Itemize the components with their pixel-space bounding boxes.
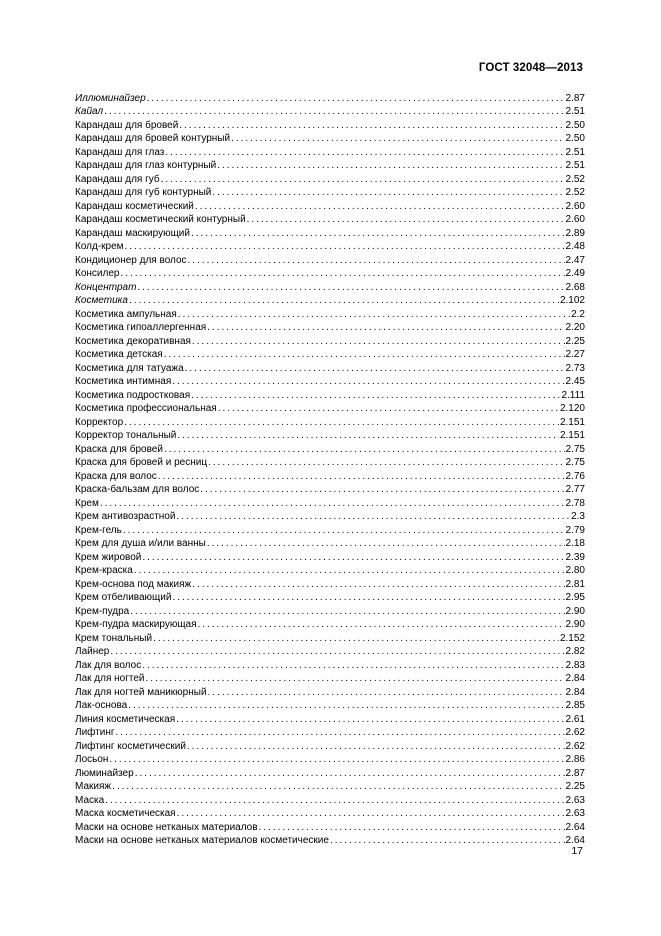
index-reference: 2.27 [565, 349, 585, 360]
index-entry [75, 321, 585, 335]
dot-leader [120, 268, 564, 280]
index-reference: 2.84 [565, 686, 585, 698]
index-term: Маска [75, 794, 105, 806]
dot-leader [125, 241, 565, 253]
dot-leader [185, 363, 565, 375]
index-term: Лак для ногтей [75, 673, 145, 684]
dot-leader [164, 444, 565, 456]
index-reference: 2.152 [559, 632, 585, 644]
index-entry [75, 105, 585, 119]
document-header: ГОСТ 32048—2013 [478, 62, 583, 74]
index-entry [75, 253, 585, 267]
index-entry [75, 739, 585, 753]
index-entry [75, 550, 585, 564]
index-reference: 2.25 [565, 335, 585, 347]
index-entry [75, 483, 585, 497]
index-reference: 2.51 [565, 106, 585, 117]
index-reference: 2.20 [565, 322, 585, 333]
index-entry [75, 456, 585, 470]
index-reference: 2.52 [565, 187, 585, 198]
index-term: Крем для душа и/или ванны [75, 538, 206, 549]
index-term: Лак для волос [75, 659, 142, 671]
index-reference: 2.49 [565, 268, 585, 279]
index-term: Маска косметическая [75, 808, 176, 819]
index-reference: 2.84 [565, 673, 585, 684]
dot-leader [100, 498, 565, 510]
index-reference: 2.64 [565, 821, 585, 833]
index-entry [75, 388, 585, 402]
index-reference: 2.25 [565, 781, 585, 792]
index-reference: 2.95 [565, 592, 585, 603]
index-entry [75, 172, 585, 186]
index-term: Крем антивозрастной [75, 511, 176, 522]
index-term: Карандаш для глаз [75, 146, 165, 158]
index-term: Косметика ампульная [75, 308, 177, 320]
index-term: Корректор тональный [75, 430, 177, 441]
index-term: Крем-пудра маскирующая [75, 619, 197, 630]
index-entry [75, 375, 585, 389]
dot-leader [207, 538, 565, 550]
dot-leader [128, 700, 564, 712]
index-entry [75, 186, 585, 200]
index-entry [75, 658, 585, 672]
index-reference: 2.77 [565, 484, 585, 495]
index-reference: 2.63 [565, 794, 585, 806]
index-reference: 2.61 [565, 713, 585, 725]
dot-leader [187, 741, 565, 753]
dot-leader [176, 511, 570, 523]
index-entry [75, 91, 585, 105]
index-reference: 2.90 [565, 605, 585, 617]
dot-leader [172, 592, 564, 604]
index-entry [75, 415, 585, 429]
index-reference: 2.62 [565, 740, 585, 752]
dot-leader [123, 525, 565, 537]
index-entry [75, 591, 585, 605]
dot-leader [124, 417, 559, 429]
index-entry [75, 496, 585, 510]
index-reference: 2.82 [565, 646, 585, 657]
dot-leader [147, 93, 565, 105]
index-term: Карандаш для бровей контурный [75, 133, 231, 144]
index-entry [75, 753, 585, 767]
index-term: Лосьон [75, 754, 109, 765]
index-reference: 2.45 [565, 376, 585, 387]
index-entry [75, 834, 585, 848]
index-term: Концентрат [75, 281, 137, 293]
index-entry [75, 604, 585, 618]
index-term: Карандаш для губ [75, 173, 160, 185]
dot-leader [231, 133, 564, 145]
index-reference: 2.85 [565, 700, 585, 711]
dot-leader [192, 579, 564, 591]
dot-leader [212, 187, 564, 199]
index-entry [75, 699, 585, 713]
index-reference: 2.87 [565, 767, 585, 779]
index-reference: 2.89 [565, 227, 585, 239]
index-entry [75, 145, 585, 159]
index-term: Колд-крем [75, 241, 124, 252]
index-entry [75, 793, 585, 807]
index-term: Краска для бровей [75, 443, 163, 455]
index-term: Косметика интимная [75, 376, 172, 387]
index-reference: 2.151 [559, 430, 585, 441]
index-entry [75, 402, 585, 416]
dot-leader [158, 471, 565, 483]
index-term: Иллюминайзер [75, 92, 146, 104]
index-term: Линия косметическая [75, 713, 176, 725]
dot-leader [129, 295, 559, 307]
dot-leader [142, 660, 564, 672]
index-term: Крем-основа под макияж [75, 578, 192, 590]
dot-leader [191, 390, 560, 402]
index-entry [75, 685, 585, 699]
index-term: Карандаш маскирующий [75, 227, 190, 239]
index-entry [75, 618, 585, 632]
index-term: Карандаш для губ контурный [75, 187, 212, 198]
index-reference: 2.51 [565, 160, 585, 171]
index-term: Краска для волос [75, 470, 157, 482]
index-term: Лайнер [75, 646, 110, 657]
index-term: Лифтинг [75, 727, 115, 738]
index-reference: 2.75 [565, 443, 585, 455]
index-entry [75, 564, 585, 578]
index-entry [75, 361, 585, 375]
dot-leader [164, 349, 565, 361]
dot-leader [195, 201, 565, 213]
index-reference: 2.151 [559, 416, 585, 428]
index-reference: 2.120 [559, 403, 585, 414]
index-reference: 2.60 [565, 214, 585, 225]
index-entry [75, 199, 585, 213]
index-entry [75, 645, 585, 659]
index-term: Маски на основе нетканых материалов косметические [75, 835, 329, 846]
index-reference: 2.75 [565, 457, 585, 468]
index-reference: 2.68 [565, 281, 585, 293]
index-reference: 2.18 [565, 538, 585, 549]
index-entry [75, 348, 585, 362]
index-entry [75, 334, 585, 348]
index-term: Косметика для татуажа [75, 362, 184, 374]
index-term: Косметика подростковая [75, 389, 191, 401]
dot-leader [135, 768, 565, 780]
dot-leader [179, 120, 564, 132]
index-reference: 2.80 [565, 565, 585, 576]
index-term: Корректор [75, 416, 124, 428]
dot-leader [146, 673, 565, 685]
dot-leader [208, 687, 565, 699]
index-reference: 2.79 [565, 524, 585, 536]
index-reference: 2.76 [565, 470, 585, 482]
index-term: Карандаш косметический контурный [75, 214, 246, 225]
dot-leader [172, 376, 564, 388]
index-entry [75, 294, 585, 308]
index-entry [75, 510, 585, 524]
index-term: Косметика гипоаллергенная [75, 322, 207, 333]
dot-leader [109, 754, 564, 766]
dot-leader [218, 403, 559, 415]
dot-leader [188, 255, 565, 267]
index-entry [75, 442, 585, 456]
index-term: Крем жировой [75, 551, 142, 563]
index-term: Люминайзер [75, 767, 134, 779]
index-term: Карандаш для глаз контурный [75, 160, 217, 171]
alphabetical-index [75, 91, 585, 847]
index-entry [75, 523, 585, 537]
index-term: Краска для бровей и ресниц [75, 457, 208, 468]
dot-leader [259, 822, 565, 834]
dot-leader [198, 619, 565, 631]
index-reference: 2.50 [565, 119, 585, 131]
index-term: Косметика декоративная [75, 335, 191, 347]
index-entry [75, 307, 585, 321]
index-entry [75, 267, 585, 281]
index-term: Кондиционер для волос [75, 254, 187, 266]
index-entry [75, 240, 585, 254]
index-entry [75, 159, 585, 173]
dot-leader [208, 457, 564, 469]
index-reference: 2.2 [571, 308, 585, 320]
index-entry [75, 712, 585, 726]
index-term: Косметика профессиональная [75, 403, 217, 414]
index-term: Крем-пудра [75, 605, 130, 617]
index-reference: 2.60 [565, 200, 585, 212]
index-reference: 2.50 [565, 133, 585, 144]
index-entry [75, 780, 585, 794]
index-term: Косметика [75, 295, 128, 306]
index-term: Крем-гель [75, 524, 122, 536]
dot-leader [130, 606, 564, 618]
index-term: Косметика детская [75, 349, 163, 360]
dot-leader [330, 835, 565, 847]
index-reference: 2.111 [561, 389, 585, 401]
index-term: Крем-краска [75, 565, 133, 576]
dot-leader [110, 646, 564, 658]
index-reference: 2.47 [565, 254, 585, 266]
index-term: Крем [75, 497, 99, 509]
index-entry [75, 726, 585, 740]
dot-leader [178, 309, 570, 321]
index-reference: 2.86 [565, 754, 585, 765]
index-term: Краска-бальзам для волос [75, 484, 200, 495]
dot-leader [105, 795, 564, 807]
index-term: Лак-основа [75, 700, 128, 711]
index-term: Карандаш для бровей [75, 119, 179, 131]
index-reference: 2.51 [565, 146, 585, 158]
dot-leader [207, 322, 564, 334]
index-entry [75, 537, 585, 551]
index-reference: 2.87 [565, 92, 585, 104]
dot-leader [200, 484, 564, 496]
index-term: Лак для ногтей маникюрный [75, 686, 207, 698]
dot-leader [191, 228, 565, 240]
index-entry [75, 280, 585, 294]
index-reference: 2.39 [565, 551, 585, 563]
index-reference: 2.63 [565, 808, 585, 819]
dot-leader [217, 160, 564, 172]
index-reference: 2.73 [565, 362, 585, 374]
index-entry [75, 577, 585, 591]
dot-leader [177, 808, 565, 820]
dot-leader [112, 781, 564, 793]
index-entry [75, 213, 585, 227]
index-reference: 2.3 [571, 511, 585, 522]
index-entry [75, 807, 585, 821]
index-reference: 2.90 [565, 619, 585, 630]
index-entry [75, 469, 585, 483]
dot-leader [192, 336, 565, 348]
index-reference: 2.78 [565, 497, 585, 509]
index-reference: 2.62 [565, 727, 585, 738]
index-reference: 2.64 [565, 835, 585, 846]
index-term: Маски на основе нетканых материалов [75, 821, 258, 833]
index-term: Крем тональный [75, 632, 153, 644]
dot-leader [161, 174, 565, 186]
index-term: Кайал [75, 106, 104, 117]
dot-leader [176, 714, 564, 726]
index-term: Крем отбеливающий [75, 592, 172, 603]
index-entry [75, 672, 585, 686]
dot-leader [104, 106, 564, 118]
index-reference: 2.52 [565, 173, 585, 185]
index-reference: 2.83 [565, 659, 585, 671]
index-reference: 2.102 [559, 295, 585, 306]
dot-leader [134, 565, 565, 577]
dot-leader [137, 282, 564, 294]
index-reference: 2.81 [565, 578, 585, 590]
dot-leader [153, 633, 559, 645]
dot-leader [116, 727, 565, 739]
dot-leader [165, 147, 564, 159]
index-reference: 2.48 [565, 241, 585, 252]
index-entry [75, 429, 585, 443]
dot-leader [247, 214, 565, 226]
index-term: Макияж [75, 781, 112, 792]
dot-leader [177, 430, 559, 442]
index-term: Лифтинг косметический [75, 740, 186, 752]
index-entry [75, 766, 585, 780]
index-entry [75, 631, 585, 645]
index-term: Карандаш косметический [75, 200, 194, 212]
index-term: Консилер [75, 268, 120, 279]
index-entry [75, 118, 585, 132]
dot-leader [142, 552, 564, 564]
index-entry [75, 226, 585, 240]
page-number: 17 [571, 845, 583, 857]
index-entry [75, 820, 585, 834]
index-entry [75, 132, 585, 146]
